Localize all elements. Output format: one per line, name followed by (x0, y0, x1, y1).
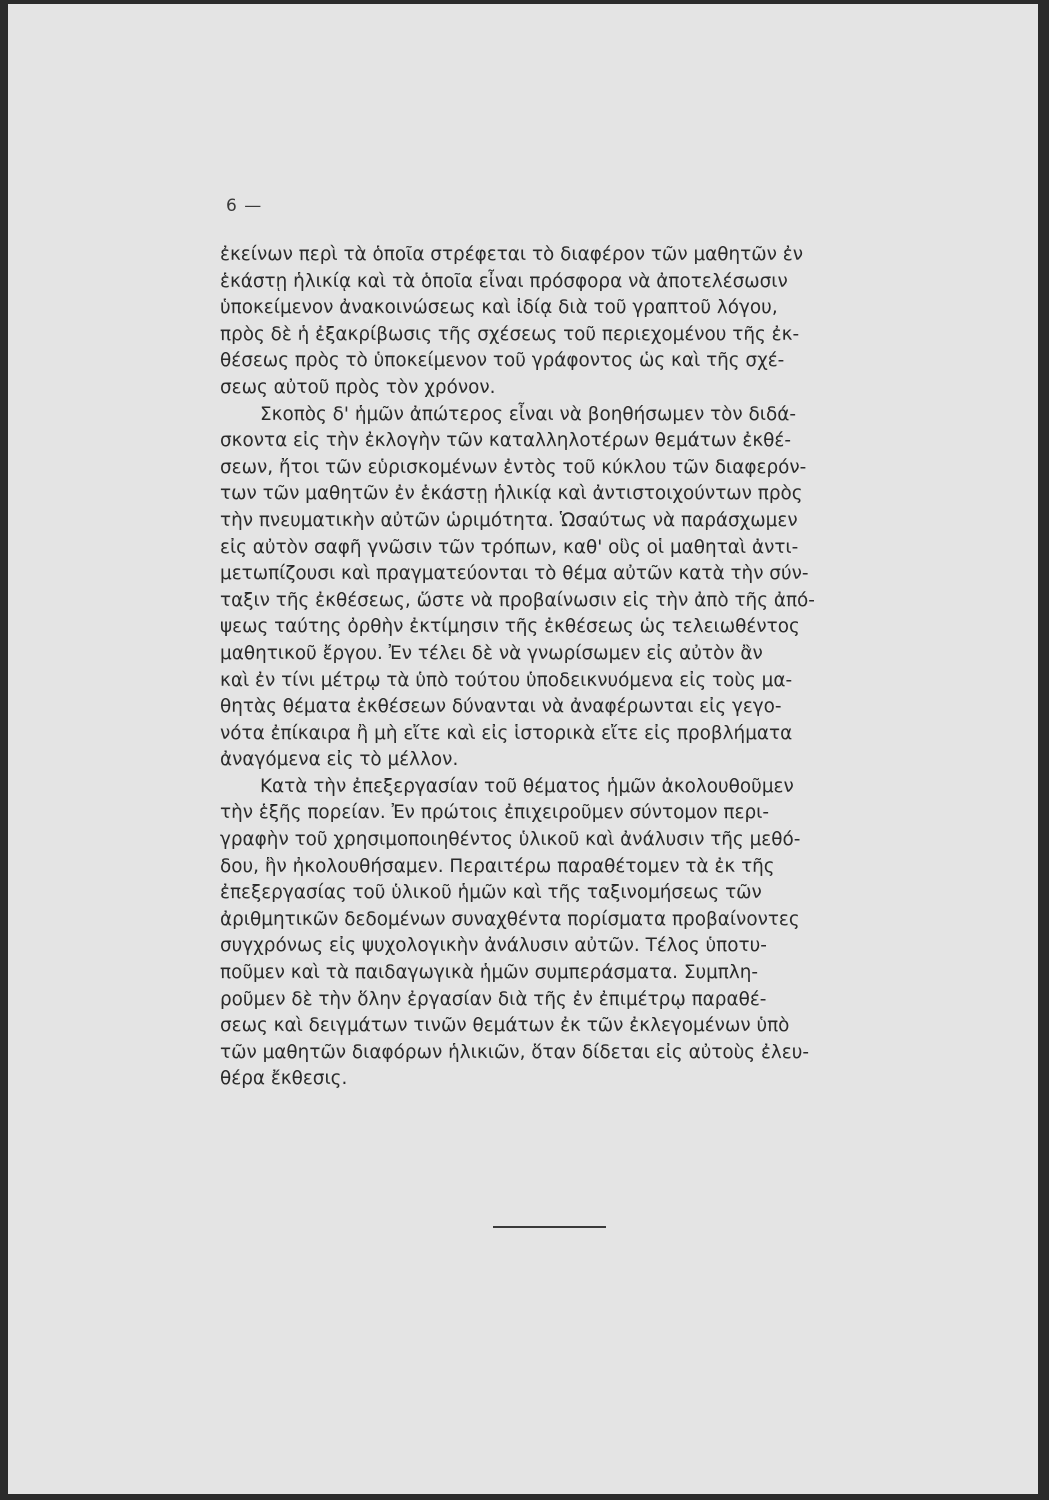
text-line: ἐπεξεργασίας τοῦ ὑλικοῦ ἡμῶν καὶ τῆς ταξινομήσεως τῶν (220, 882, 762, 904)
text-line: Κατὰ τὴν ἐπεξεργασίαν τοῦ θέματος ἡμῶν ἀκολουθοῦμεν (260, 775, 794, 797)
text-line: ἑκάστῃ ἡλικίᾳ καὶ τὰ ὁποῖα εἶναι πρόσφορα νὰ ἀποτελέσωσιν (220, 270, 788, 292)
paragraph-1 (220, 242, 803, 402)
text-line: γραφὴν τοῦ χρησιμοποιηθέντος ὑλικοῦ καὶ ἀνάλυσιν τῆς μεθό- (220, 829, 801, 851)
text-line: συγχρόνως εἰς ψυχολογικὴν ἀνάλυσιν αὐτῶν. Τέλος ὑποτυ- (220, 935, 767, 957)
text-line: θέσεως πρὸς τὸ ὑποκείμενον τοῦ γράφοντος ὡς καὶ τῆς σχέ- (220, 350, 785, 372)
text-line: ταξιν τῆς ἐκθέσεως, ὥστε νὰ προβαίνωσιν εἰς τὴν ἀπὸ τῆς ἀπό- (220, 589, 815, 611)
text-line: ἐκείνων περὶ τὰ ὁποῖα στρέφεται τὸ διαφέρον τῶν μαθητῶν ἐν (220, 244, 803, 265)
text-line: πρὸς δὲ ἡ ἐξακρίβωσις τῆς σχέσεως τοῦ περιεχομένου τῆς ἐκ- (220, 323, 800, 345)
text-line: θητὰς θέματα ἐκθέσεων δύνανται νὰ ἀναφέρωνται εἰς γεγο- (220, 696, 782, 718)
page-number: 6 — (226, 196, 263, 216)
page (8, 4, 1038, 1494)
paragraph-3 (220, 774, 809, 1093)
text-line: των τῶν μαθητῶν ἐν ἑκάστῃ ἡλικίᾳ καὶ ἀντιστοιχούντων πρὸς (220, 483, 803, 505)
text-line: ἀριθμητικῶν δεδομένων συναχθέντα πορίσματα προβαίνοντες (220, 908, 800, 930)
text-line: μετωπίζουσι καὶ πραγματεύονται τὸ θέμα αὐτῶν κατὰ τὴν σύν- (220, 563, 809, 585)
text-line: ὑποκείμενον ἀνακοινώσεως καὶ ἰδίᾳ διὰ τοῦ γραπτοῦ λόγου, (220, 297, 778, 319)
text-line: εἰς αὐτὸν σαφῆ γνῶσιν τῶν τρόπων, καθ' οὓς οἱ μαθηταὶ ἀντι- (220, 536, 799, 558)
text-line: τῶν μαθητῶν διαφόρων ἡλικιῶν, ὅταν δίδεται εἰς αὐτοὺς ἐλευ- (220, 1041, 809, 1063)
text-line: Σκοπὸς δ' ἡμῶν ἀπώτερος εἶναι νὰ βοηθήσωμεν τὸν διδά- (260, 403, 797, 425)
text-line: ψεως ταύτης ὀρθὴν ἐκτίμησιν τῆς ἐκθέσεως ὡς τελειωθέντος (220, 616, 800, 638)
text-line: θέρα ἔκθεσις. (220, 1068, 348, 1090)
text-line: σκοντα εἰς τὴν ἐκλογὴν τῶν καταλληλοτέρων θεμάτων ἐκθέ- (220, 430, 792, 452)
text-line: καὶ ἐν τίνι μέτρῳ τὰ ὑπὸ τούτου ὑποδεικνυόμενα εἰς τοὺς μα- (220, 669, 793, 691)
section-divider (493, 1226, 606, 1228)
text-line: δου, ἣν ἠκολουθήσαμεν. Περαιτέρω παραθέτομεν τὰ ἐκ τῆς (220, 855, 775, 877)
text-line: σεων, ἤτοι τῶν εὑρισκομένων ἐντὸς τοῦ κύκλου τῶν διαφερόν- (220, 456, 807, 478)
body-text (220, 242, 815, 1093)
paragraph-2 (220, 402, 815, 774)
text-line: ροῦμεν δὲ τὴν ὅλην ἐργασίαν διὰ τῆς ἐν ἐπιμέτρῳ παραθέ- (220, 988, 767, 1010)
text-line: νότα ἐπίκαιρα ἢ μὴ εἴτε καὶ εἰς ἱστορικὰ εἴτε εἰς προβλήματα (220, 722, 793, 744)
text-line: σεως αὐτοῦ πρὸς τὸν χρόνον. (220, 376, 496, 398)
text-line: τὴν ἑξῆς πορείαν. Ἐν πρώτοις ἐπιχειροῦμεν σύντομον περι- (220, 802, 769, 824)
text-line: σεως καὶ δειγμάτων τινῶν θεμάτων ἐκ τῶν ἐκλεγομένων ὑπὸ (220, 1015, 790, 1037)
text-line: ἀναγόμενα εἰς τὸ μέλλον. (220, 749, 459, 771)
text-line: ποῦμεν καὶ τὰ παιδαγωγικὰ ἡμῶν συμπεράσματα. Συμπλη- (220, 962, 759, 984)
text-line: μαθητικοῦ ἔργου. Ἐν τέλει δὲ νὰ γνωρίσωμεν εἰς αὐτὸν ἂν (220, 642, 763, 664)
text-line: τὴν πνευματικὴν αὐτῶν ὡριμότητα. Ὡσαύτως νὰ παράσχωμεν (220, 509, 798, 531)
